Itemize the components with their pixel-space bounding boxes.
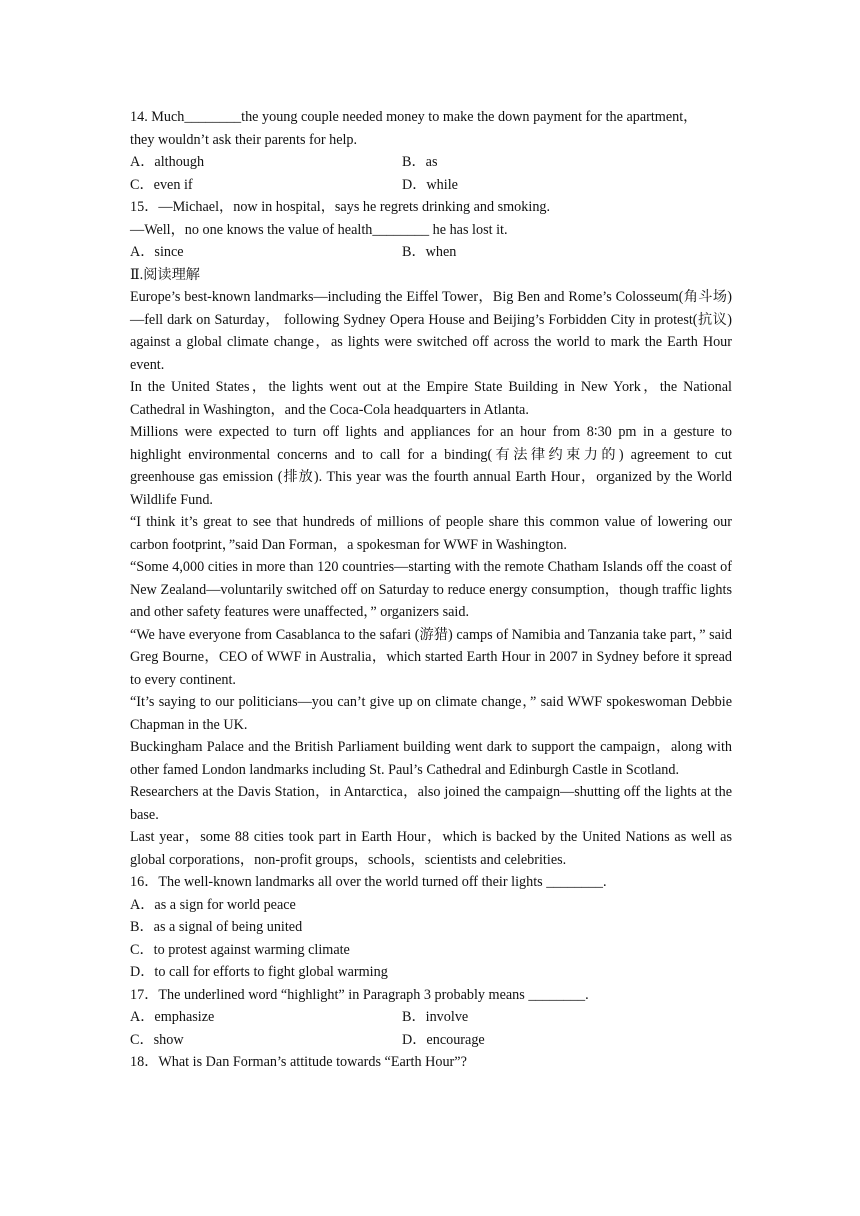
option-a[interactable]: A．since <box>130 244 184 260</box>
passage-paragraph-8: Buckingham Palace and the British Parliament building went dark to support the campaign，along with other famed London landmarks including St. Paul’s Cathedral and Edinburgh Castle in Scotland. <box>130 739 732 778</box>
option-c[interactable]: C．even if <box>130 176 193 193</box>
question-stem: 18．What is Dan Forman’s attitude towards “Earth Hour”? <box>130 1054 467 1070</box>
question-15 <box>130 196 732 264</box>
question-17 <box>130 984 732 1052</box>
option-d[interactable]: D．encourage <box>402 1031 485 1048</box>
passage-paragraph-2: In the United States，the lights went out at the Empire State Building in New York，the National Cathedral in Washington，and the Coca-Cola headquarters in Atlanta. <box>130 379 732 418</box>
option-a[interactable]: A．as a sign for world peace <box>130 896 296 913</box>
section-heading: Ⅱ.阅读理解 <box>130 266 200 283</box>
question-stem: 14. Much________the young couple needed money to make the down payment for the apartment， <box>130 109 698 125</box>
question-16 <box>130 871 732 984</box>
question-14 <box>130 106 732 196</box>
question-stem: 17．The underlined word “highlight” in Paragraph 3 probably means ________. <box>130 986 589 1003</box>
passage-paragraph-4: “I think it’s great to see that hundreds of millions of people share this common value of lowering our carbon footprint，”said Dan Forman，a spokesman for WWF in Washington. <box>130 514 732 553</box>
option-b[interactable]: B．involve <box>402 1009 469 1025</box>
options-row <box>130 151 732 174</box>
question-stem-continued: they wouldn’t ask their parents for help. <box>130 131 358 148</box>
option-d[interactable]: D．to call for efforts to fight global warming <box>130 964 388 980</box>
option-d[interactable]: D．while <box>402 176 458 193</box>
options-row <box>130 174 732 197</box>
reading-passage <box>130 286 732 871</box>
option-a[interactable]: A．although <box>130 154 205 170</box>
passage-paragraph-7: “It’s saying to our politicians—you can’t give up on climate change，” said WWF spokeswoman Debbie Chapman in the UK. <box>130 694 732 733</box>
option-c[interactable]: C．show <box>130 1031 184 1048</box>
passage-paragraph-9: Researchers at the Davis Station，in Antarctica，also joined the campaign—shutting off the lights at the base. <box>130 784 732 823</box>
options-row <box>130 241 732 264</box>
passage-paragraph-6: “We have everyone from Casablanca to the safari (游猎) camps of Namibia and Tanzania take part，” said Greg Bourne，CEO of WWF in Australia，which started Earth Hour in 2007 in Sydney before it spread to every continent. <box>130 626 732 688</box>
option-b[interactable]: B．as <box>402 154 438 170</box>
question-stem-continued: —Well，no one knows the value of health________ he has lost it. <box>130 221 508 238</box>
exam-page <box>130 106 732 1074</box>
question-stem: 15．—Michael，now in hospital，says he regrets drinking and smoking. <box>130 199 551 215</box>
passage-paragraph-5: “Some 4,000 cities in more than 120 countries—starting with the remote Chatham Islands off the coast of New Zealand—voluntarily switched off on Saturday to reduce energy consumption，though traffic lights and other safety features were unaffected，” organizers said. <box>130 559 732 620</box>
option-c[interactable]: C．to protest against warming climate <box>130 941 350 958</box>
question-18 <box>130 1051 732 1074</box>
option-b[interactable]: B．when <box>402 244 457 260</box>
question-stem: 16．The well-known landmarks all over the world turned off their lights ________. <box>130 874 607 890</box>
option-a[interactable]: A．emphasize <box>130 1009 215 1025</box>
passage-paragraph-3: Millions were expected to turn off lights and appliances for an hour from 8∶30 pm in a gesture to highlight environmental concerns and to call for a binding(有法律约束力的) agreement to cut greenhouse gas emission (排放). This year was the fourth annual Earth Hour，organized by the World Wildlife Fund. <box>130 424 732 508</box>
passage-paragraph-1: Europe’s best-known landmarks—including the Eiffel Tower，Big Ben and Rome’s Colosseum(角斗场)—fell dark on Saturday， following Sydney Opera House and Beijing’s Forbidden City in protest(抗议) against a global climate change，as lights were switched off across the world to mark the Earth Hour event. <box>130 289 732 373</box>
options-row <box>130 1029 732 1052</box>
options-row <box>130 1006 732 1029</box>
passage-paragraph-10: Last year，some 88 cities took part in Earth Hour，which is backed by the United Nations as well as global corporations，non-profit groups，schools，scientists and celebrities. <box>130 829 732 868</box>
option-b[interactable]: B．as a signal of being united <box>130 919 303 935</box>
